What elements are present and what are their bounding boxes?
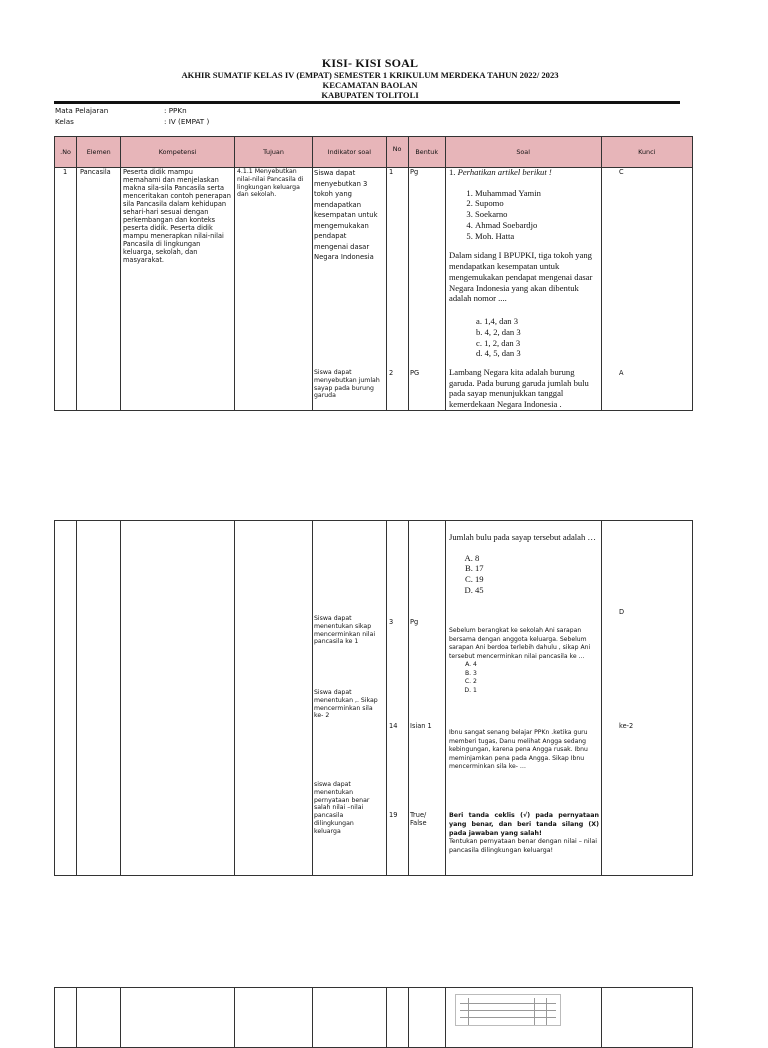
question-number-2: 2 [389, 369, 394, 377]
question-number-3: 3 [389, 618, 394, 626]
option: D. 45 [475, 585, 599, 596]
question-number-14: 14 [389, 722, 398, 730]
option: D. 1 [473, 687, 599, 696]
option: A. 4 [473, 661, 599, 670]
list-item: 2. Supomo [475, 198, 599, 209]
col-soal-header: Soal [445, 137, 601, 168]
col-indikator-header: Indikator soal [313, 137, 386, 168]
q19-instruction: Beri tanda ceklis (√) pada pernyataan yang benar, dan beri tanda silang (X) pada jawaban yang salah! [449, 812, 599, 837]
q2-question-cont: Jumlah bulu pada sayap tersebut adalah … [449, 532, 597, 542]
col-kunci-header: Kunci [601, 137, 692, 168]
soal-q14: Ibnu sangat senang belajar PPKn .ketika guru memberi tugas, Danu melihat Angga sedang kebingungan, karena pena Angga rusak. Ibnu meminjamkan pena pada Angga. Sikap Ibnu mencerminkan sila ke- … [449, 729, 588, 771]
bentuk-q14: Isian 1 [410, 722, 432, 730]
embedded-table-image [455, 994, 561, 1026]
q3-option-list [449, 661, 599, 695]
option: b. 4, 2, dan 3 [476, 326, 521, 337]
list-item: 5. Moh. Hatta [475, 231, 599, 242]
class-value: : IV (EMPAT ) [164, 117, 210, 126]
subject-value: : PPKn [164, 106, 187, 115]
q1-question: Dalam sidang I BPUPKI, tiga tokoh yang mendapatkan kesempatan untuk mengemukakan pendapat mengenai dasar Negara Indonesia yang akan dibentuk adalah nomor .... [449, 250, 593, 304]
q2-option-list [449, 553, 599, 596]
tujuan-cell: 4.1.1 Menyebutkan nilai-nilai Pancasila di lingkungan keluarga dan sekolah. [237, 168, 304, 199]
col-bentuk-header: Bentuk [408, 137, 445, 168]
district-name: KECAMATAN BAOLAN [322, 80, 418, 90]
col-tujuan-header: Tujuan [234, 137, 312, 168]
header-rule [54, 101, 680, 104]
q1-prompt: Perhatikan artikel berikut ! [457, 167, 552, 177]
option: C. 2 [473, 678, 599, 687]
indikator-q3: Siswa dapat menentukan sikap mencerminkan nilai pancasila ke 1 [314, 615, 376, 646]
option: c. 1, 2, dan 3 [476, 337, 521, 348]
option: A. 8 [475, 553, 599, 564]
question-number-1: 1 [389, 168, 394, 176]
indikator-q19: siswa dapat menentukan pernyataan benar salah nilai –nilai pancasila dilingkungan keluarga [314, 781, 370, 835]
list-item: 4. Ahmad Soebardjo [475, 220, 599, 231]
option: a. 1,4, dan 3 [476, 316, 519, 327]
page-title: KISI- KISI SOAL [321, 56, 419, 70]
kunci-q1: C [619, 168, 624, 176]
exam-subtitle: AKHIR SUMATIF KELAS IV (EMPAT) SEMESTER 1 KRIKULUM MERDEKA TAHUN 2022/ 2023 [181, 70, 559, 80]
indikator-q14: Siswa dapat menentukan ,. Sikap mencerminkan sila ke- 2 [314, 689, 378, 720]
col-elemen-header: Elemen [77, 137, 121, 168]
regency-name: KABUPATEN TOLITOLI [321, 90, 419, 100]
kunci-q3: D [619, 608, 625, 616]
soal-q2: Lambang Negara kita adalah burung garuda. Pada burung garuda jumlah bulu pada sayap menunjukkan tanggal kemerdekaan Negara Indonesia . [449, 367, 589, 410]
soal-q1 [449, 167, 599, 359]
kunci-q2: A [619, 369, 624, 377]
col-no-header: .No [55, 137, 77, 168]
option: d. 4, 5, dan 3 [476, 348, 521, 359]
q1-item-list [449, 188, 599, 242]
elemen-cell: Pancasila [80, 168, 111, 176]
list-item: 1. Muhammad Yamin [475, 188, 599, 199]
soal-q2-continued [449, 532, 599, 596]
col-no-soal-header: No [386, 137, 408, 168]
kompetensi-cell: Peserta didik mampu memahami dan menjelaskan makna sila-sila Pancasila serta menceritakan contoh penerapan sila Pancasila dalam kehidupan sehari-hari sesuai dengan perkembangan dan konteks peserta didik. Peserta didik mampu menerapkan nilai-nilai Pancasila di lingkungan keluarga, sekolah, dan masyarakat. [123, 168, 231, 265]
subject-label: Mata Pelajaran [55, 106, 109, 115]
indikator-q2: Siswa dapat menyebutkan jumlah sayap pada burung garuda [314, 369, 380, 400]
bentuk-q1: Pg [410, 168, 419, 176]
option: B. 3 [473, 670, 599, 679]
list-item: 3. Soekarno [475, 209, 599, 220]
class-label: Kelas [55, 117, 74, 126]
bentuk-q19: True/ False [410, 811, 427, 828]
soal-q3 [449, 627, 599, 695]
soal-q19 [449, 812, 599, 856]
row-number: 1 [63, 168, 68, 176]
bentuk-q3: Pg [410, 618, 419, 626]
q1-options [449, 316, 599, 359]
option: C. 19 [475, 574, 599, 585]
q19-question: Tentukan pernyataan benar dengan nilai – nilai pancasila dilingkungan keluarga! [449, 838, 597, 855]
col-kompetensi-header: Kompetensi [121, 137, 235, 168]
q3-question: Sebelum berangkat ke sekolah Ani sarapan bersama dengan anggota keluarga. Sebelum sarapan Ani berdoa terlebih dahulu , sikap Ani tersebut mencerminkan nilai pancasila ke … [449, 627, 591, 660]
grid-table-3 [54, 987, 693, 1048]
q1-prefix: 1. [449, 167, 456, 177]
question-number-19: 19 [389, 811, 398, 819]
option: B. 17 [475, 563, 599, 574]
kunci-q14: ke-2 [619, 722, 634, 730]
indikator-q1: Siswa dapat menyebutkan 3 tokoh yang mendapatkan kesempatan untuk mengemukakan pendapat mengenai dasar Negara Indonesia [314, 169, 378, 262]
bentuk-q2: PG [410, 369, 420, 377]
